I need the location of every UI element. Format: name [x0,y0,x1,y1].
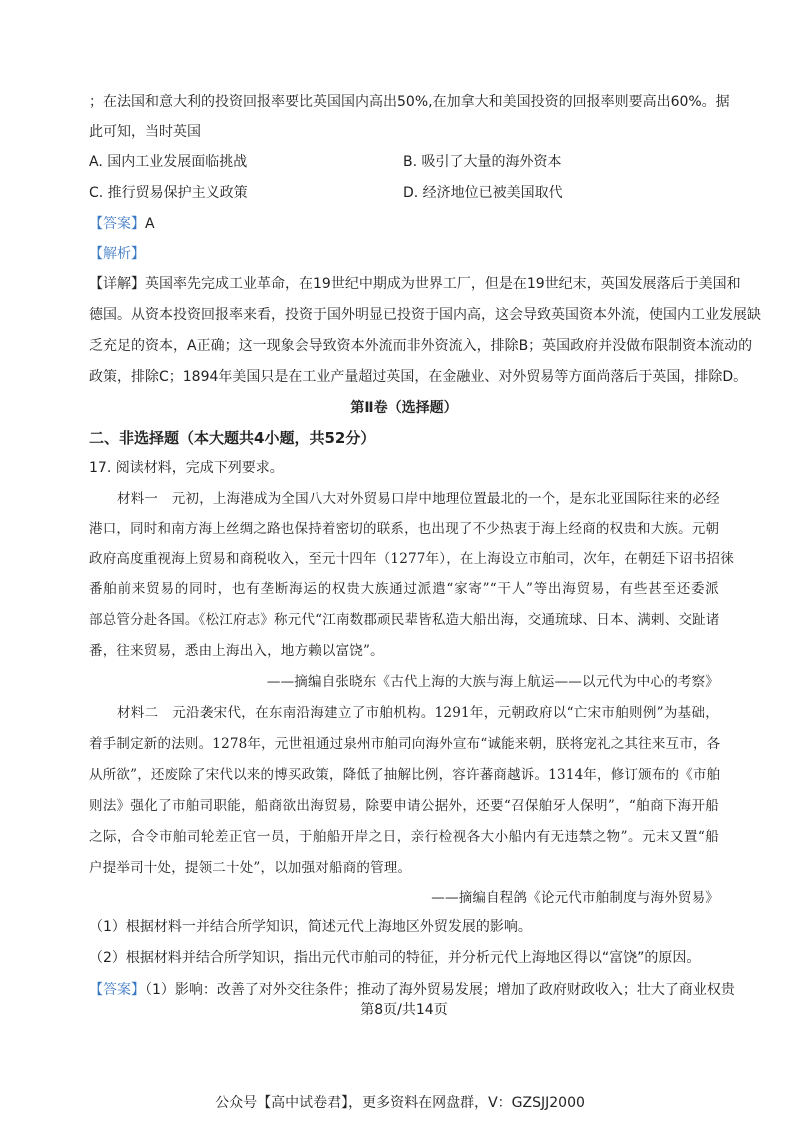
option-c: C. 推行贸易保护主义政策 [89,185,248,201]
material-two-source: ——摘编自程鸽《论元代市舶制度与海外贸易》 [431,890,719,906]
material-one-line: 港口，同时和南方海上丝绸之路也保持着密切的联系，也出现了不少热衷于海上经商的权贵和大族。元朝 [89,521,720,537]
material-one-source: ——摘编自张晓东《古代上海的大族与海上航运——以元代为中心的考察》 [266,674,719,690]
material-one-line: 番舶前来贸易的同时，也有垄断海运的权贵大族通过派遣“家寄”“干人”等出海贸易，有些甚至还委派 [89,581,719,597]
q16-analysis [89,244,719,264]
answer-tag: 【答案】 [89,982,145,998]
q16-stem-line: 此可知，当时英国 [89,124,201,140]
q17-intro: 17. 阅读材料，完成下列要求。 [89,460,284,476]
q16-detail-line: 德国。从资本投资回报率来看，投资于国外明显已投资于国内高，这会导致英国资本外流，使国内工业发展缺 [89,307,761,323]
sub-question-2: （2）根据材料并结合所学知识，指出元代市舶司的特征，并分析元代上海地区得以“富饶”的原因。 [89,950,701,966]
q16-answer [89,214,719,234]
material-two-line: 户提举司十处，提领二十处”，以加强对船商的管理。 [89,860,412,876]
detail-text: 英国率先完成工业革命，在19世纪中期成为世界工厂，但是在19世纪末，英国发展落后于美国和 [145,276,741,292]
section-heading: 第Ⅱ卷（选择题） [350,400,458,416]
q16-stem-line: ；在法国和意大利的投资回报率要比英国国内高出50%,在加拿大和美国投资的回报率则要高出60%。据 [89,94,730,110]
material-one-line: 番，往来贸易，悉由上海出入，地方赖以富饶”。 [89,643,384,659]
q17-answer [89,980,735,1000]
answer-value: A [145,216,155,232]
option-d: D. 经济地位已被美国取代 [403,185,563,201]
option-a: A. 国内工业发展面临挑战 [89,154,248,170]
material-two-line: 着手制定新的法则。1278年，元世祖通过泉州市舶司向海外宣布“诚能来朝，朕将宠礼之其往来互市，各 [89,736,721,752]
material-one-line: 材料一 元初，上海港成为全国八大对外贸易口岸中地理位置最北的一个，是东北亚国际往来的必经 [117,491,720,507]
material-one-line: 政府高度重视海上贸易和商税收入，至元十四年（1277年），在上海设立市舶司，次年，在朝廷下诏书招徕 [89,551,734,567]
analysis-tag: 【解析】 [89,246,145,262]
material-two-line: 材料二 元沿袭宋代，在东南沿海建立了市舶机构。1291年，元朝政府以“亡宋市舶则例”为基础， [117,705,719,721]
answer-text: （1）影响：改善了对外交往条件；推动了海外贸易发展；增加了政府财政收入；壮大了商业权贵 [145,982,735,998]
q16-detail-line: 政策，排除C；1894年美国只是在工业产量超过英国，在金融业、对外贸易等方面尚落后于英国，排除D。 [89,369,748,385]
option-b: B. 吸引了大量的海外资本 [403,154,562,170]
part-two-heading: 二、非选择题（本大题共4小题，共52分） [89,429,376,447]
material-one-line: 部总管分赴各国。《松江府志》称元代“江南数郡顽民辈皆私造大船出海，交通琉球、日本、满剌、交趾诸 [89,612,720,628]
material-two-line: 从所欲”，还废除了宋代以来的博买政策，降低了抽解比例，容许蕃商越诉。1314年，修订颁布的《市舶 [89,767,721,783]
material-two-line: 则法》强化了市舶司职能，船商欲出海贸易，除要申请公据外，还要“召保舶牙人保明”，“舶商下海开船 [89,798,719,814]
page-number: 第8页/共14页 [360,1002,448,1018]
answer-tag: 【答案】 [89,216,145,232]
material-two-line: 之际，合令市舶司轮差正官一员，于舶船开岸之日，亲行检视各大小船内有无违禁之物”。元末又置“船 [89,829,719,845]
q16-detail-line [89,274,741,294]
detail-tag: 【详解】 [89,276,145,292]
q16-detail-line: 乏充足的资本，A正确；这一现象会导致资本外流而非外资流入，排除B；英国政府并没做布限制资本流动的 [89,338,753,354]
sub-question-1: （1）根据材料一并结合所学知识，简述元代上海地区外贸发展的影响。 [89,919,532,935]
watermark-footer: 公众号【高中试卷君】，更多资料在网盘群，V：GZSJJ2000 [215,1095,585,1111]
